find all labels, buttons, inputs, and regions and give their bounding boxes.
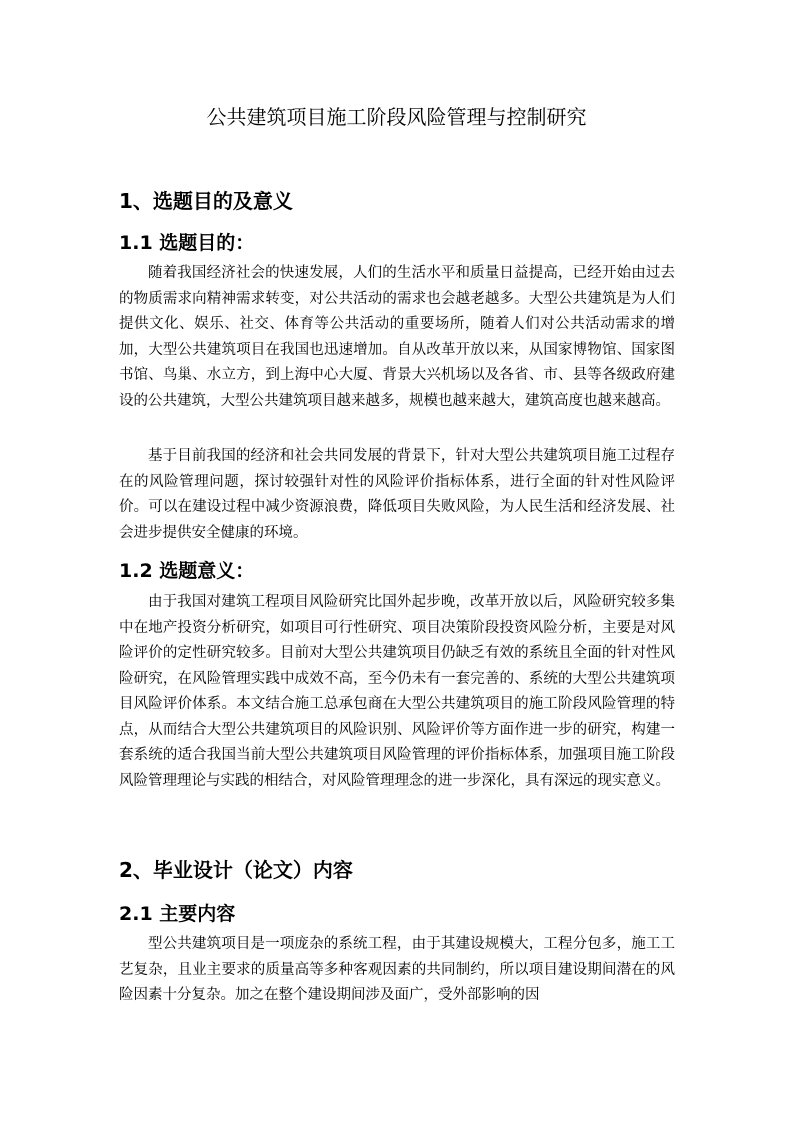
section-1-1-paragraph-1: 随着我国经济社会的快速发展，人们的生活水平和质量日益提高，已经开始由过去的物质需求向精神需求转变，对公共活动的需求也会越老越多。大型公共建筑是为人们提供文化、娱乐、社交、体育等公共活动的重要场所，随着人们对公共活动需求的增加，大型公共建筑项目在我国也迅速增加。自从改革开放以来，从国家博物馆、国家图书馆、鸟巢、水立方，到上海中心大厦、背景大兴机场以及各省、市、县等各级政府建设的公共建筑，大型公共建筑项目越来越多，规模也越来越大，建筑高度也越来越高。: [119, 265, 675, 409]
section-2-1-paragraph-1: 型公共建筑项目是一项庞杂的系统工程，由于其建设规模大，工程分包多，施工工艺复杂，且业主要求的质量高等多种客观因素的共同制约，所以项目建设期间潜在的风险因素十分复杂。加之在整个建设期间涉及面广，受外部影响的因: [119, 936, 675, 1003]
section-1-2-paragraph-1: 由于我国对建筑工程项目风险研究比国外起步晚，改革开放以后，风险研究较多集中在地产投资分析研究，如项目可行性研究、项目决策阶段投资风险分析，主要是对风险评价的定性研究较多。目前对大型公共建筑项目仍缺乏有效的系统且全面的针对性风险研究，在风险管理实践中成效不高，至今仍未有一套完善的、系统的大型公共建筑项目风险评价体系。本文结合施工总承包商在大型公共建筑项目的施工阶段风险管理的特点，从而结合大型公共建筑项目的风险识别、风险评价等方面作进一步的研究，构建一套系统的适合我国当前大型公共建筑项目风险管理的评价指标体系，加强项目施工阶段风险管理理论与实践的相结合，对风险管理理念的进一步深化，具有深远的现实意义。: [119, 594, 675, 789]
section-2-heading: 2、毕业设计（论文）内容: [119, 858, 353, 882]
document-title: 公共建筑项目施工阶段风险管理与控制研究: [206, 105, 587, 129]
section-1-1-paragraph-2: 基于目前我国的经济和社会共同发展的背景下，针对大型公共建筑项目施工过程存在的风险管理问题，探讨较强针对性的风险评价指标体系，进行全面的针对性风险评价。可以在建设过程中减少资源浪费，降低项目失败风险，为人民生活和经济发展、社会进步提供安全健康的环境。: [119, 448, 675, 541]
section-1-heading: 1、选题目的及意义: [119, 189, 293, 213]
section-2-1-heading: 2.1 主要内容: [119, 903, 236, 925]
section-1-1-heading: 1.1 选题目的：: [119, 232, 255, 254]
section-1-2-heading: 1.2 选题意义：: [119, 560, 255, 582]
